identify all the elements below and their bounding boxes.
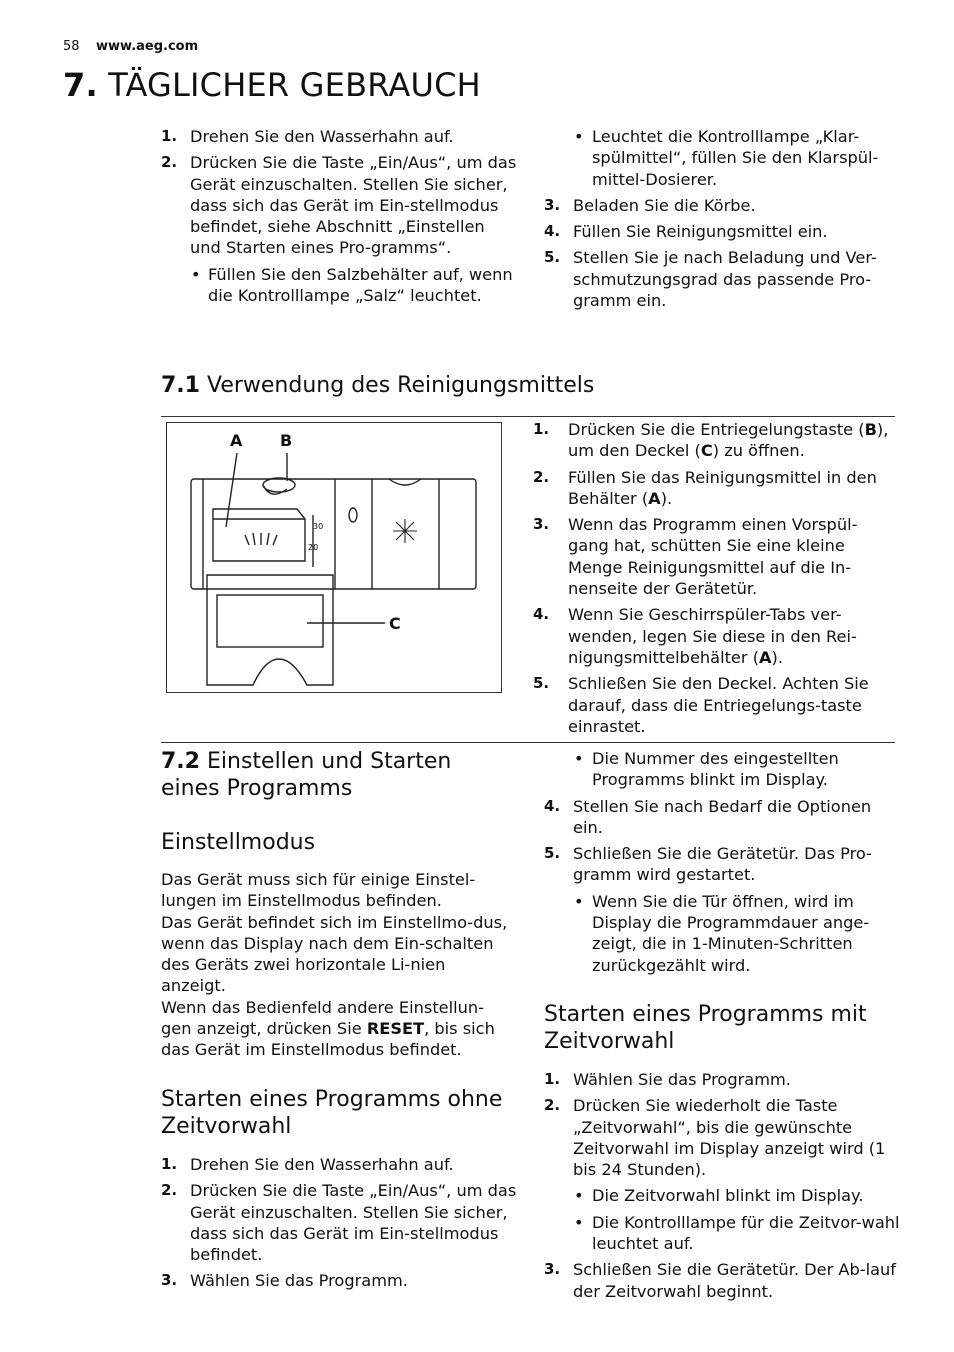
list-item	[533, 467, 898, 510]
list-number: 1.	[533, 420, 550, 438]
list-item	[544, 1259, 900, 1302]
subheading-ohne-zeitvorwahl: Starten eines Programms ohne Zeitvorwahl	[161, 1087, 503, 1139]
list-number: 2.	[161, 153, 178, 172]
bullet-icon: •	[574, 1186, 584, 1206]
list-number: 1.	[544, 1070, 561, 1088]
list-text: Drücken Sie die Taste „Ein/Aus“, um das Gerät einzuschalten. Stellen Sie sicher, dass sich das Gerät im Ein-stellmodus befindet, siehe Abschnitt „Einstellen und Starten eines Pro-gramms“.	[190, 153, 517, 258]
list-item	[533, 514, 898, 599]
bullet-icon: •	[191, 264, 201, 284]
list-number: 3.	[533, 515, 550, 534]
list-item	[533, 604, 898, 668]
paragraph: Das Gerät befindet sich im Einstellmo-dus, wenn das Display nach dem Ein-schalten des Geräts zwei horizontale Li-nien anzeigt.	[161, 912, 508, 996]
mit-steps	[544, 1069, 900, 1307]
bullet-text: Füllen Sie den Salzbehälter auf, wenn die Kontrolllampe „Salz“ leuchtet.	[208, 264, 513, 306]
bullet-item	[161, 264, 517, 307]
section-7-1-steps	[533, 419, 898, 742]
figure-label-a: A	[230, 431, 243, 450]
ohne-steps	[161, 1154, 517, 1297]
list-item	[533, 673, 898, 737]
list-item	[161, 152, 517, 258]
section-divider	[161, 416, 895, 417]
list-number: 3.	[161, 1271, 178, 1290]
figure-mark-20: 20	[308, 543, 319, 552]
intro-right-column	[544, 126, 900, 316]
reset-keyword: RESET	[366, 1019, 425, 1039]
section-heading-7-2	[161, 748, 451, 802]
list-item	[161, 1180, 517, 1265]
list-text: Drehen Sie den Wasserhahn auf.	[190, 1155, 454, 1174]
bullet-text: Die Zeitvorwahl blinkt im Display.	[592, 1186, 864, 1206]
section-title-line1: Einstellen und Starten	[206, 749, 452, 774]
bullet-text: Leuchtet die Kontrolllampe „Klar-spülmittel“, füllen Sie den Klarspül-mittel-Dosierer.	[592, 127, 879, 189]
subheading-mit-zeitvorwahl: Starten eines Programms mit Zeitvorwahl	[544, 1002, 867, 1054]
section-title-line2: eines Programms	[161, 776, 353, 801]
chapter-title-text: TÄGLICHER GEBRAUCH	[108, 66, 481, 104]
list-number: 2.	[533, 467, 550, 486]
list-item	[544, 221, 900, 242]
list-text: Füllen Sie Reinigungsmittel ein.	[573, 222, 828, 242]
dispenser-illustration	[167, 423, 503, 694]
einstellmodus-text	[161, 869, 513, 1061]
bullet-icon: •	[574, 749, 584, 768]
paragraph: Das Gerät muss sich für einige Einstel-lungen im Einstellmodus befinden.	[161, 870, 476, 911]
list-item	[161, 126, 517, 147]
list-number: 4.	[544, 796, 561, 815]
subheading-einstellmodus: Einstellmodus	[161, 830, 316, 855]
list-number: 3.	[544, 195, 561, 214]
bullet-item	[544, 748, 900, 791]
list-text: Stellen Sie je nach Beladung und Ver-schmutzungsgrad das passende Pro-gramm ein.	[573, 248, 877, 311]
section-divider	[161, 742, 895, 743]
list-text: Füllen Sie das Reinigungsmittel in den Behälter (A).	[568, 467, 877, 508]
section-heading-7-1	[161, 372, 594, 399]
paragraph: Wenn das Bedienfeld andere Einstellun-gen anzeigt, drücken Sie RESET, bis sich das Gerät im Einstellmodus befindet.	[161, 997, 495, 1060]
detergent-dispenser-figure	[166, 422, 502, 693]
list-item	[544, 195, 900, 216]
bullet-item	[544, 1185, 900, 1206]
bullet-text: Die Nummer des eingestellten Programms blinkt im Display.	[592, 749, 839, 790]
list-text: Wählen Sie das Programm.	[190, 1271, 408, 1291]
list-item	[544, 843, 900, 886]
list-number: 3.	[544, 1260, 561, 1279]
list-text: Wählen Sie das Programm.	[573, 1070, 791, 1089]
list-text: Drücken Sie die Taste „Ein/Aus“, um das Gerät einzuschalten. Stellen Sie sicher, dass sich das Gerät im Ein-stellmodus befindet.	[190, 1181, 517, 1265]
list-text: Wenn das Programm einen Vorspül-gang hat, schütten Sie eine kleine Menge Reinigungsmittel auf die In-nenseite der Gerätetür.	[568, 515, 858, 599]
intro-left-column	[161, 126, 517, 311]
list-text: Schließen Sie den Deckel. Achten Sie darauf, dass die Entriegelungs-taste einrastet.	[568, 674, 869, 736]
section-title: Verwendung des Reinigungsmittels	[206, 373, 595, 398]
list-item	[533, 419, 898, 462]
list-item	[544, 1069, 900, 1090]
bullet-text: Wenn Sie die Tür öffnen, wird im Display die Programmdauer ange-zeigt, die in 1-Minuten-Schritten zurückgezählt wird.	[592, 891, 870, 975]
list-text: Drücken Sie die Entriegelungstaste (B), um den Deckel (C) zu öffnen.	[568, 420, 889, 461]
bullet-text: Die Kontrolllampe für die Zeitvor-wahl leuchtet auf.	[592, 1212, 900, 1254]
list-text: Beladen Sie die Körbe.	[573, 195, 756, 215]
list-text: Drücken Sie wiederholt die Taste „Zeitvorwahl“, bis die gewünschte Zeitvorwahl im Display anzeigt wird (1 bis 24 Stunden).	[573, 1096, 886, 1180]
bullet-item	[544, 126, 900, 190]
chapter-title	[63, 66, 481, 104]
section-number: 7.1	[161, 373, 200, 398]
list-text: Drehen Sie den Wasserhahn auf.	[190, 127, 454, 146]
bullet-icon: •	[574, 891, 584, 911]
list-number: 2.	[161, 1181, 178, 1200]
list-number: 1.	[161, 1155, 178, 1173]
bullet-item	[544, 891, 900, 976]
page-number: 58	[63, 39, 80, 54]
list-number: 2.	[544, 1096, 561, 1115]
list-item	[544, 796, 900, 839]
bullet-icon: •	[574, 1212, 584, 1232]
list-number: 5.	[544, 248, 561, 267]
list-number: 4.	[544, 222, 561, 241]
figure-label-c: C	[389, 614, 401, 633]
list-text: Stellen Sie nach Bedarf die Optionen ein.	[573, 796, 872, 837]
list-item	[161, 1270, 517, 1291]
bullet-item	[544, 1212, 900, 1255]
list-number: 1.	[161, 127, 178, 145]
list-item	[544, 247, 900, 311]
chapter-number: 7.	[63, 66, 98, 104]
list-number: 5.	[533, 674, 550, 693]
header-url[interactable]: www.aeg.com	[96, 39, 199, 54]
list-item	[544, 1095, 900, 1180]
figure-label-b: B	[280, 431, 293, 450]
section-number: 7.2	[161, 749, 200, 774]
list-item	[161, 1154, 517, 1175]
list-text: Wenn Sie Geschirrspüler-Tabs ver-wenden, legen Sie diese in den Rei-nigungsmittelbehälter (A).	[568, 605, 857, 667]
list-number: 5.	[544, 844, 561, 863]
figure-mark-30: 30	[313, 522, 324, 531]
bullet-icon: •	[574, 127, 584, 146]
list-number: 4.	[533, 605, 550, 624]
section-7-2-right-column	[544, 748, 900, 981]
list-text: Schließen Sie die Gerätetür. Der Ab-lauf der Zeitvorwahl beginnt.	[573, 1260, 896, 1301]
list-text: Schließen Sie die Gerätetür. Das Pro-gramm wird gestartet.	[573, 844, 872, 885]
